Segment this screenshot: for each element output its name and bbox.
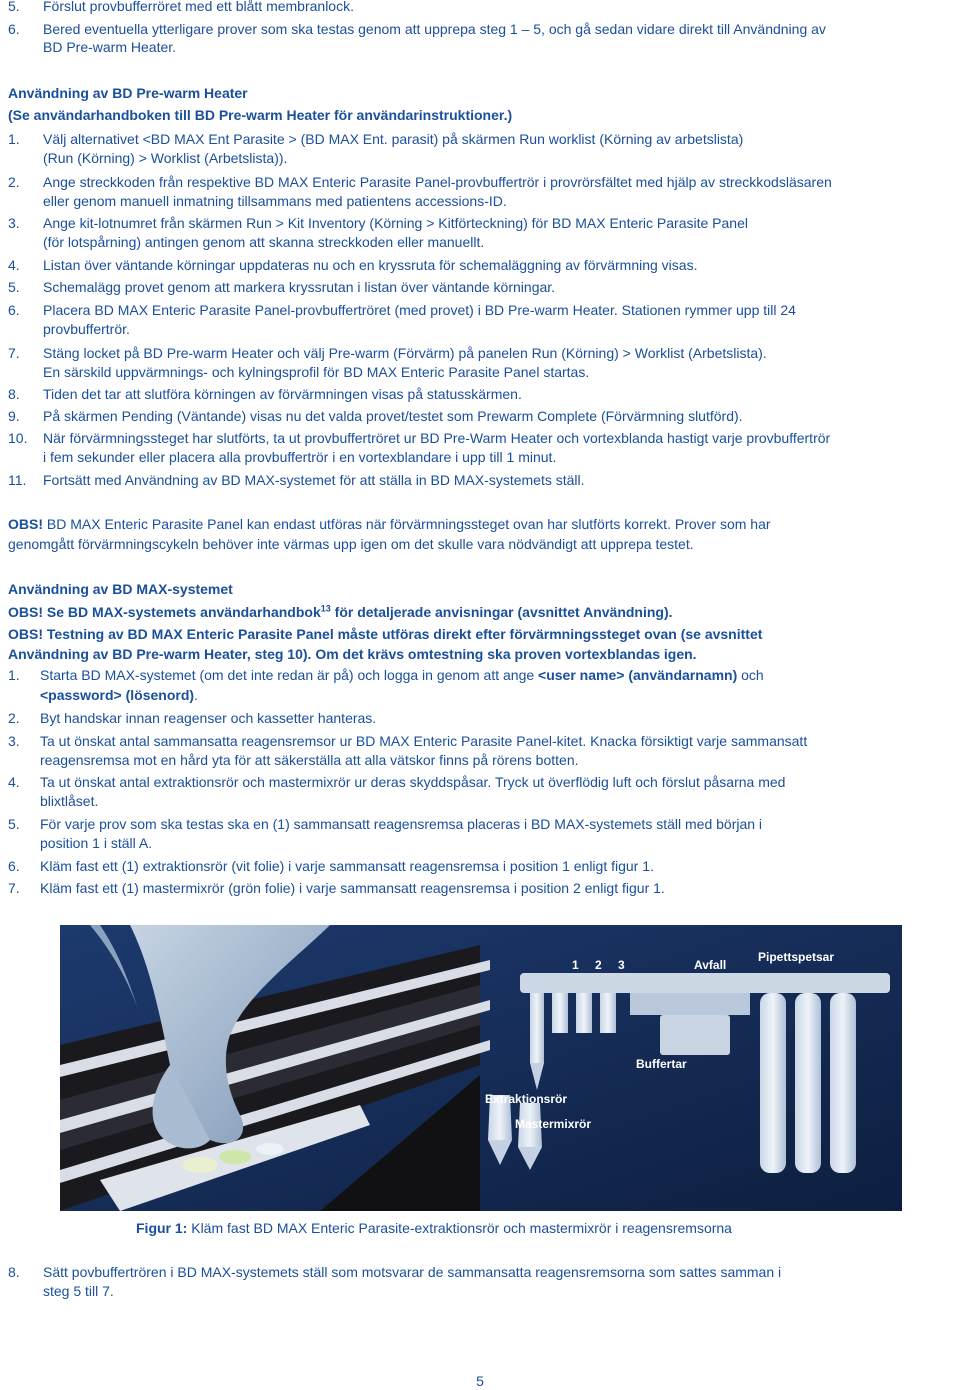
list-item-text: steg 5 till 7. <box>43 1283 114 1299</box>
figure-label-1: 1 <box>572 958 579 972</box>
list-number: 4. <box>8 257 20 273</box>
list-item-text: Sätt povbuffertrören i BD MAX-systemets ställ som motsvarar de sammansatta reagensremsorna som sattes samman i <box>43 1264 782 1280</box>
obs-text: genomgått förvärmningscykeln behöver inte värmas upp igen om det skulle vara nödvändigt att upprepa testet. <box>8 536 694 552</box>
list-item-text: På skärmen Pending (Väntande) visas nu det valda provet/testet som Prewarm Complete (Förvärmning slutförd). <box>43 408 743 424</box>
list-number: 7. <box>8 880 20 896</box>
list-item-text: position 1 i ställ A. <box>40 835 153 851</box>
list-number: 6. <box>8 21 20 37</box>
list-item-text: reagensremsa mot en hård yta för att säkerställa att alla vätskor finns på rörens botten. <box>40 752 579 768</box>
list-item-text: <password> (lösenord). <box>40 687 198 703</box>
section-subheading: (Se användarhandboken till BD Pre-warm Heater för användarinstruktioner.) <box>8 107 513 123</box>
list-number: 4. <box>8 774 20 790</box>
list-item-text: Kläm fast ett (1) extraktionsrör (vit folie) i varje sammansatt reagensremsa i position 1 enligt figur 1. <box>40 858 654 874</box>
list-item-text: Fortsätt med Användning av BD MAX-systemet för att ställa in BD MAX-systemets ställ. <box>43 472 585 488</box>
list-item-text: För varje prov som ska testas ska en (1) sammansatt reagensremsa placeras i BD MAX-systemets ställ med början i <box>40 816 763 832</box>
section-heading: Användning av BD MAX-systemet <box>8 581 233 597</box>
reagent-strip-illustration <box>60 925 902 1211</box>
list-number: 5. <box>8 0 20 14</box>
list-number: 7. <box>8 345 20 361</box>
figure-caption <box>136 1220 732 1237</box>
list-item-text: Tiden det tar att slutföra körningen av förvärmningen visas på statusskärmen. <box>43 386 522 402</box>
list-item-text: Byt handskar innan reagenser och kassetter hanteras. <box>40 710 377 726</box>
caption-text: Kläm fast BD MAX Enteric Parasite-extraktionsrör och mastermixrör i reagensremsorna <box>187 1220 732 1236</box>
list-item-text: Välj alternativet <BD MAX Ent Parasite > (BD MAX Ent. parasit) på skärmen Run worklist (Körning av arbetslista) <box>43 131 744 147</box>
obs-label: OBS! <box>8 516 43 532</box>
list-item-text: Ta ut önskat antal extraktionsrör och mastermixrör ur deras skyddspåsar. Tryck ut överflödig luft och förslut påsarna med <box>40 774 786 790</box>
list-item-text: Stäng locket på BD Pre-warm Heater och välj Pre-warm (Förvärm) på panelen Run (Körning) > Worklist (Arbetslista). <box>43 345 767 361</box>
obs-text: för detaljerade anvisningar (avsnittet Användning). <box>330 604 673 620</box>
list-item-text: (för lotspårning) antingen genom att skanna streckkoden eller manuellt. <box>43 234 485 250</box>
list-item-text: provbuffertrör. <box>43 321 130 337</box>
list-item-text: När förvärmningssteget har slutförts, ta ut provbuffertröret ur BD Pre-Warm Heater och vortexblanda hastigt varje provbuffertrör <box>43 430 831 446</box>
figure-label-3: 3 <box>618 958 625 972</box>
list-number: 6. <box>8 858 20 874</box>
list-number: 5. <box>8 816 20 832</box>
list-item-text: Starta BD MAX-systemet (om det inte redan är på) och logga in genom att ange <user name> (användarnamn) och <box>40 667 764 683</box>
list-item-text: Ange kit-lotnumret från skärmen Run > Kit Inventory (Körning > Kitförteckning) för BD MAX Enteric Parasite Panel <box>43 215 748 231</box>
list-item-text: Ta ut önskat antal sammansatta reagensremsor ur BD MAX Enteric Parasite Panel-kitet. Knacka försiktigt varje sammansatt <box>40 733 808 749</box>
username-field-name: <user name> (användarnamn) <box>538 667 738 683</box>
list-number: 11. <box>8 472 27 488</box>
figure-label-2: 2 <box>595 958 602 972</box>
list-number: 8. <box>8 1264 20 1280</box>
caption-label: Figur 1: <box>136 1220 188 1236</box>
figure-1-image <box>60 925 902 1211</box>
figure-label-buffertar: Buffertar <box>636 1057 687 1071</box>
list-number: 2. <box>8 710 20 726</box>
list-item-text: Kläm fast ett (1) mastermixrör (grön folie) i varje sammansatt reagensremsa i position 2 enligt figur 1. <box>40 880 665 896</box>
list-item-text: Listan över väntande körningar uppdateras nu och en kryssruta för schemaläggning av förvärmning visas. <box>43 257 698 273</box>
reference-number: 13 <box>320 603 331 614</box>
figure-label-pipettspetsar: Pipettspetsar <box>758 950 835 964</box>
list-item-text: Förslut provbufferröret med ett blått membranlock. <box>43 0 354 14</box>
list-number: 9. <box>8 408 20 424</box>
list-item-text: Schemalägg provet genom att markera kryssrutan i listan över väntande körningar. <box>43 279 556 295</box>
list-item-text: En särskild uppvärmnings- och kylningsprofil för BD MAX Enteric Parasite Panel startas. <box>43 364 590 380</box>
list-number: 8. <box>8 386 20 402</box>
password-field-name: <password> (lösenord) <box>40 687 195 703</box>
list-item-text: Bered eventuella ytterligare prover som ska testas genom att upprepa steg 1 – 5, och gå sedan vidare direkt till Användning av <box>43 21 826 37</box>
obs-heading: OBS! Testning av BD MAX Enteric Parasite Panel måste utföras direkt efter förvärmningssteget ovan (se avsnittet <box>8 626 763 642</box>
list-item-text: (Run (Körning) > Worklist (Arbetslista)). <box>43 150 288 166</box>
obs-text: OBS! Se BD MAX-systemets användarhandbok <box>8 604 321 620</box>
section-heading: Användning av BD Pre-warm Heater <box>8 85 248 101</box>
list-number: 1. <box>8 667 20 683</box>
list-number: 6. <box>8 302 20 318</box>
list-number: 3. <box>8 733 20 749</box>
list-item-text: Ange streckkoden från respektive BD MAX Enteric Parasite Panel-provbuffertrör i provrörsfältet med hjälp av streckkodsläsaren <box>43 174 832 190</box>
list-item-text: eller genom manuell inmatning tillsammans med patientens accessions-ID. <box>43 193 507 209</box>
figure-label-avfall: Avfall <box>694 958 727 972</box>
page-number: 5 <box>476 1373 484 1389</box>
obs-heading: Användning av BD Pre-warm Heater, steg 10). Om det krävs omtestning ska proven vortexblandas igen. <box>8 646 697 662</box>
figure-label-extraktionsror: Extraktionsrör <box>485 1092 568 1106</box>
obs-text: BD MAX Enteric Parasite Panel kan endast utföras när förvärmningssteget ovan har slutförts korrekt. Prover som har <box>43 516 771 532</box>
list-number: 3. <box>8 215 20 231</box>
list-item-text: BD Pre-warm Heater. <box>43 39 177 55</box>
list-number: 1. <box>8 131 20 147</box>
list-item-text: Placera BD MAX Enteric Parasite Panel-provbuffertröret (med provet) i BD Pre-warm Heater. Stationen rymmer upp till 24 <box>43 302 796 318</box>
list-number: 10. <box>8 430 28 446</box>
figure-label-mastermixror: Mastermixrör <box>515 1117 592 1131</box>
obs-heading <box>8 604 673 621</box>
list-number: 5. <box>8 279 20 295</box>
list-number: 2. <box>8 174 20 190</box>
list-item-text: i fem sekunder eller placera alla provbuffertrör i en vortexblandare i upp till 1 minut. <box>43 449 557 465</box>
list-item-text: blixtlåset. <box>40 793 99 809</box>
